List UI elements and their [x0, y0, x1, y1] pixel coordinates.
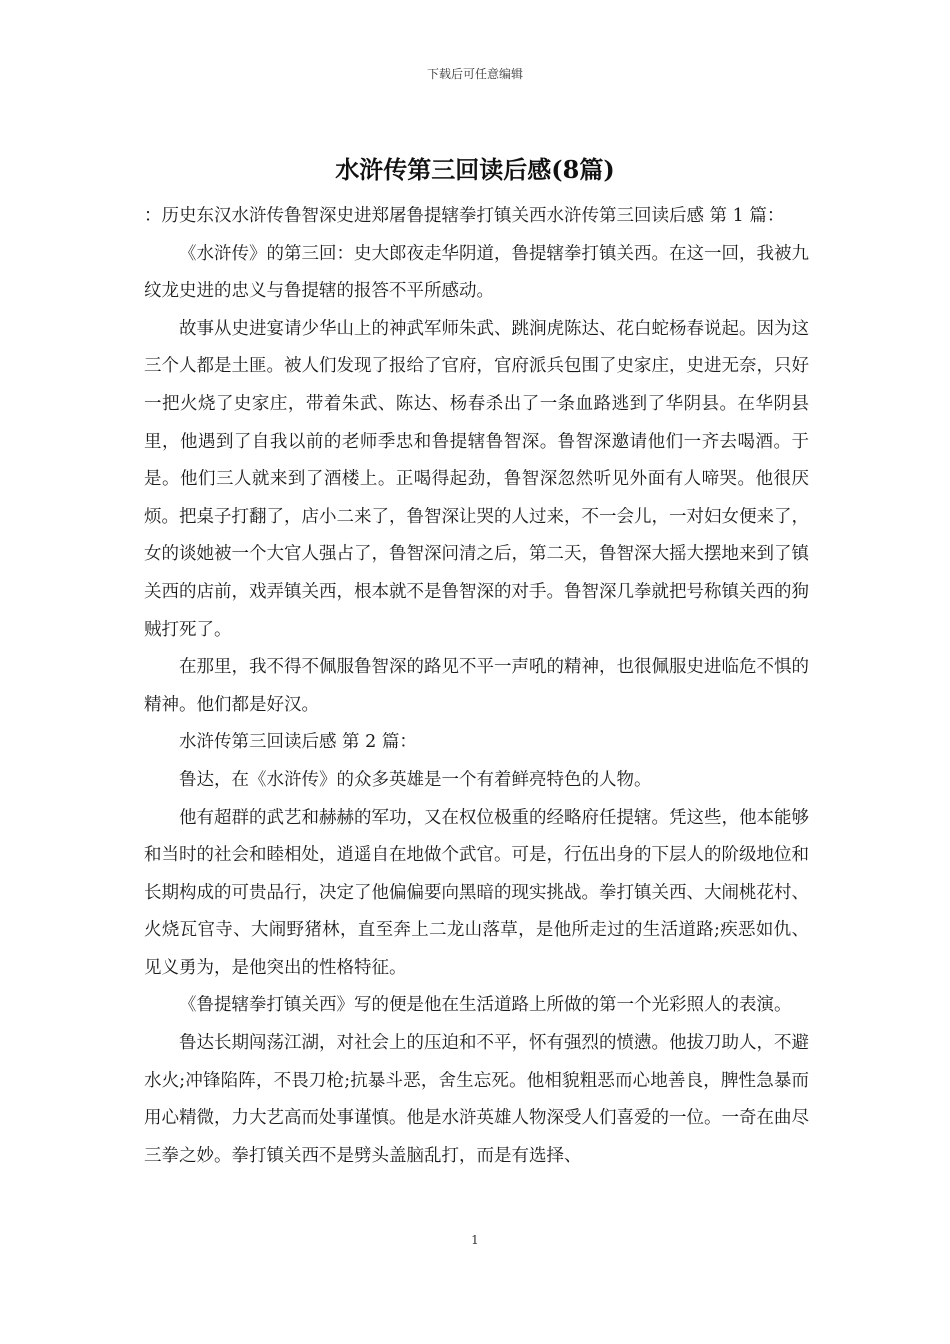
paragraph: 故事从史进宴请少华山上的神武军师朱武、跳涧虎陈达、花白蛇杨春说起。因为这三个人都是土匪。被人们发现了报给了官府，官府派兵包围了史家庄，史进无奈，只好一把火烧了史家庄，带着朱武、陈达、杨春杀出了一条血路逃到了华阴县。在华阴县里，他遇到了自我以前的老师季忠和鲁提辖鲁智深。鲁智深邀请他们一齐去喝酒。于是。他们三人就来到了酒楼上。正喝得起劲，鲁智深忽然听见外面有人啼哭。他很厌烦。把桌子打翻了，店小二来了，鲁智深让哭的人过来，不一会儿，一对妇女便来了，女的谈她被一个大官人强占了，鲁智深问清之后，第二天，鲁智深大摇大摆地来到了镇关西的店前，戏弄镇关西，根本就不是鲁智深的对手。鲁智深几拳就把号称镇关西的狗贼打死了。 [144, 318, 809, 640]
paragraph: 《水浒传》的第三回：史大郎夜走华阴道，鲁提辖拳打镇关西。在这一回，我被九纹龙史进的忠义与鲁提辖的报答不平所感动。 [144, 243, 809, 302]
paragraph: 在那里，我不得不佩服鲁智深的路见不平一声吼的精神，也很佩服史进临危不惧的精神。他们都是好汉。 [144, 657, 809, 715]
paragraph: 他有超群的武艺和赫赫的军功，又在权位极重的经略府任提辖。凭这些，他本能够和当时的社会和睦相处，逍遥自在地做个武官。可是，行伍出身的下层人的阶级地位和长期构成的可贵品行，决定了他偏偏要向黑暗的现实挑战。拳打镇关西、大闹桃花村、火烧瓦官寺、大闹野猪林，直至奔上二龙山落草，是他所走过的生活道路;疾恶如仇、见义勇为，是他突出的性格特征。 [144, 807, 809, 978]
page-number: 1 [471, 1233, 479, 1247]
page-header: 下载后可任意编辑 [426, 67, 523, 81]
paragraph: 鲁达长期闯荡江湖，对社会上的压迫和不平，怀有强烈的愤懑。他拔刀助人，不避水火;冲锋陷阵，不畏刀枪;抗暴斗恶，舍生忘死。他相貌粗恶而心地善良，脾性急暴而用心精微，力大艺高而处事谨慎。他是水浒英雄人物深受人们喜爱的一位。一奇在曲尽三拳之妙。拳打镇关西不是劈头盖脑乱打，而是有选择、 [144, 1033, 809, 1166]
paragraph: 《鲁提辖拳打镇关西》写的便是他在生活道路上所做的第一个光彩照人的表演。 [179, 995, 792, 1016]
section-heading: 水浒传第三回读后感 第 2 篇： [179, 732, 417, 753]
document-body [144, 198, 809, 1175]
paragraph: ：历史东汉水浒传鲁智深史进郑屠鲁提辖拳打镇关西水浒传第三回读后感 第 1 篇： [144, 206, 785, 226]
paragraph: 鲁达，在《水浒传》的众多英雄是一个有着鲜亮特色的人物。 [179, 769, 652, 790]
document-title: 水浒传第三回读后感(8篇) [335, 155, 615, 184]
